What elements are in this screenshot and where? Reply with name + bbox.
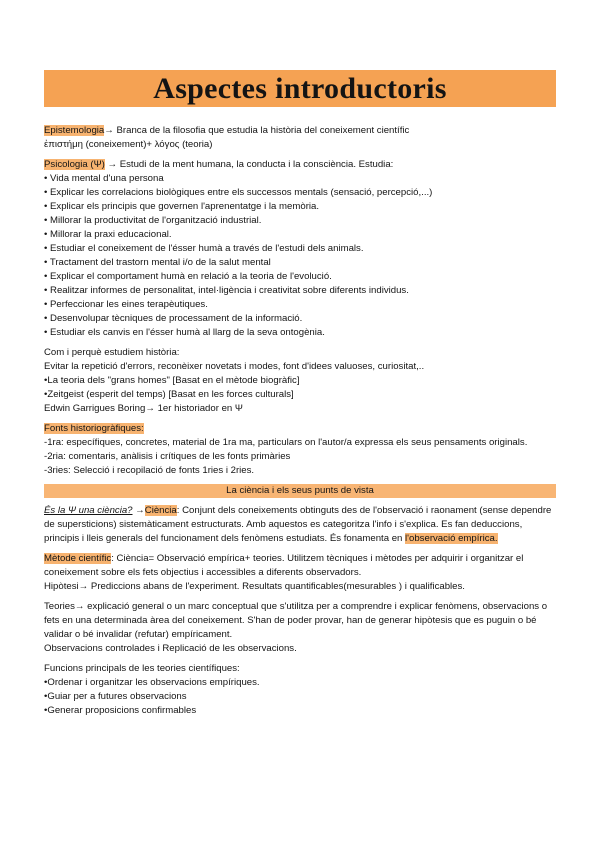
fonts-heading: Fonts historiogràfiques: <box>44 423 144 434</box>
list-item: • Perfeccionar les eines terapèutiques. <box>44 299 208 310</box>
list-item: •La teoria dels "grans homes" [Basat en el mètode biogràfic] <box>44 375 300 386</box>
list-item: • Vida mental d'una persona <box>44 173 164 184</box>
epistemologia-definition <box>44 124 556 138</box>
epistemologia-block <box>44 124 556 152</box>
epistemologia-etymology: ἐπιστήμη (coneixement)+ λόγος (teoria) <box>44 139 213 150</box>
historia-reasons: Evitar la repetició d'errors, reconèixer novetats i modes, font d'idees valuoses, curiositat,.. <box>44 361 425 372</box>
document-body <box>44 124 556 724</box>
section-heading: La ciència i els seus punts de vista <box>44 484 556 498</box>
epistemologia-def-text: → Branca de la filosofia que estudia la història del coneixement científic <box>104 125 410 136</box>
list-item: •Ordenar i organitzar les observacions empíriques. <box>44 677 260 688</box>
list-item: •Guiar per a futures observacions <box>44 691 187 702</box>
ciencia-def-text: : Conjunt dels coneixements obtinguts des de l'observació i raonament (sense dependre de supersticions) sistemàticament estructurats. Amb aquestos es categoritza l'info i s'explica. Es fan deduccions, principis i lleis generals del funcionament dels fenòmens estudiats. És fonamenta en <box>44 505 552 544</box>
teories-observacions: Observacions controlades i Replicació de les observacions. <box>44 643 297 654</box>
list-item: •Zeitgeist (esperit del temps) [Basat en les forces culturals] <box>44 389 294 400</box>
page-title: Aspectes introductoris <box>153 72 447 105</box>
list-item: • Explicar les correlacions biològiques entre els successos mentals (sensació, percepció,...) <box>44 187 433 198</box>
list-item: • Tractament del trastorn mental i/o de la salut mental <box>44 257 271 268</box>
ciencia-emphasis: l'observació empírica. <box>405 533 498 544</box>
list-item: • Millorar la praxi educacional. <box>44 229 172 240</box>
list-item: • Desenvolupar tècniques de processament de la informació. <box>44 313 303 324</box>
list-item: •Generar proposicions confirmables <box>44 705 197 716</box>
teories-definition: Teories→ explicació general o un marc conceptual que s'utilitza per a comprendre i explicar fenòmens, observacions o fets en una determinada àrea del coneixement. S'han de poder provar, han de generar hipòtesis que es puguin o bé validar o bé invalidar (refutar) empíricament. <box>44 601 548 640</box>
metode-block <box>44 552 556 594</box>
metode-definition <box>44 552 556 580</box>
historia-block <box>44 346 556 416</box>
funcions-block <box>44 662 556 718</box>
psicologia-block <box>44 158 556 340</box>
list-item: • Estudiar el coneixement de l'ésser humà a través de l'estudi dels animals. <box>44 243 364 254</box>
fonts-block <box>44 422 556 478</box>
list-item: -3ries: Selecció i recopilació de fonts 1ries i 2ries. <box>44 465 255 476</box>
psicologia-definition <box>44 158 556 172</box>
list-item: • Realitzar informes de personalitat, intel·ligència i creativitat sobre diferents individus. <box>44 285 409 296</box>
ciencia-arrow: → <box>132 505 145 516</box>
metode-term: Mètode científic <box>44 553 112 564</box>
ciencia-block <box>44 504 556 546</box>
list-item: • Explicar el comportament humà en relació a la teoria de l'evolució. <box>44 271 332 282</box>
historia-heading: Com i perquè estudiem història: <box>44 347 180 358</box>
list-item: • Explicar els principis que governen l'aprenentatge i la memòria. <box>44 201 320 212</box>
list-item: -2ria: comentaris, anàlisis i crítiques de les fonts primàries <box>44 451 291 462</box>
fonts-heading-line <box>44 422 556 436</box>
psicologia-term: Psicologia (Ψ) <box>44 159 105 170</box>
list-item: -1ra: específiques, concretes, material de 1ra ma, particulars on l'autor/a expressa els seus pensaments originals. <box>44 437 528 448</box>
funcions-heading: Funcions principals de les teories científiques: <box>44 663 240 674</box>
epistemologia-term: Epistemologia <box>44 125 105 136</box>
hipotesi-line: Hipòtesi→ Prediccions abans de l'experiment. Resultats quantificables(mesurables ) i qualificables. <box>44 581 465 592</box>
list-item: • Millorar la productivitat de l'organització industrial. <box>44 215 262 226</box>
title-banner <box>44 70 556 107</box>
list-item: • Estudiar els canvis en l'ésser humà al llarg de la seva ontogènia. <box>44 327 325 338</box>
ciencia-term: Ciència <box>144 505 177 516</box>
ciencia-question: És la Ψ una ciència? <box>44 505 133 516</box>
metode-def-text: : Ciència= Observació empírica+ teories. Utilitzem tècniques i mètodes per adquirir i organitzar el coneixement sobre els fets objectius i accessibles a diferents observadors. <box>44 553 524 578</box>
psicologia-def-text: → Estudi de la ment humana, la conducta i la consciència. Estudia: <box>104 159 394 170</box>
teories-block <box>44 600 556 656</box>
historia-boring: Edwin Garrigues Boring→ 1er historiador en Ψ <box>44 403 243 414</box>
